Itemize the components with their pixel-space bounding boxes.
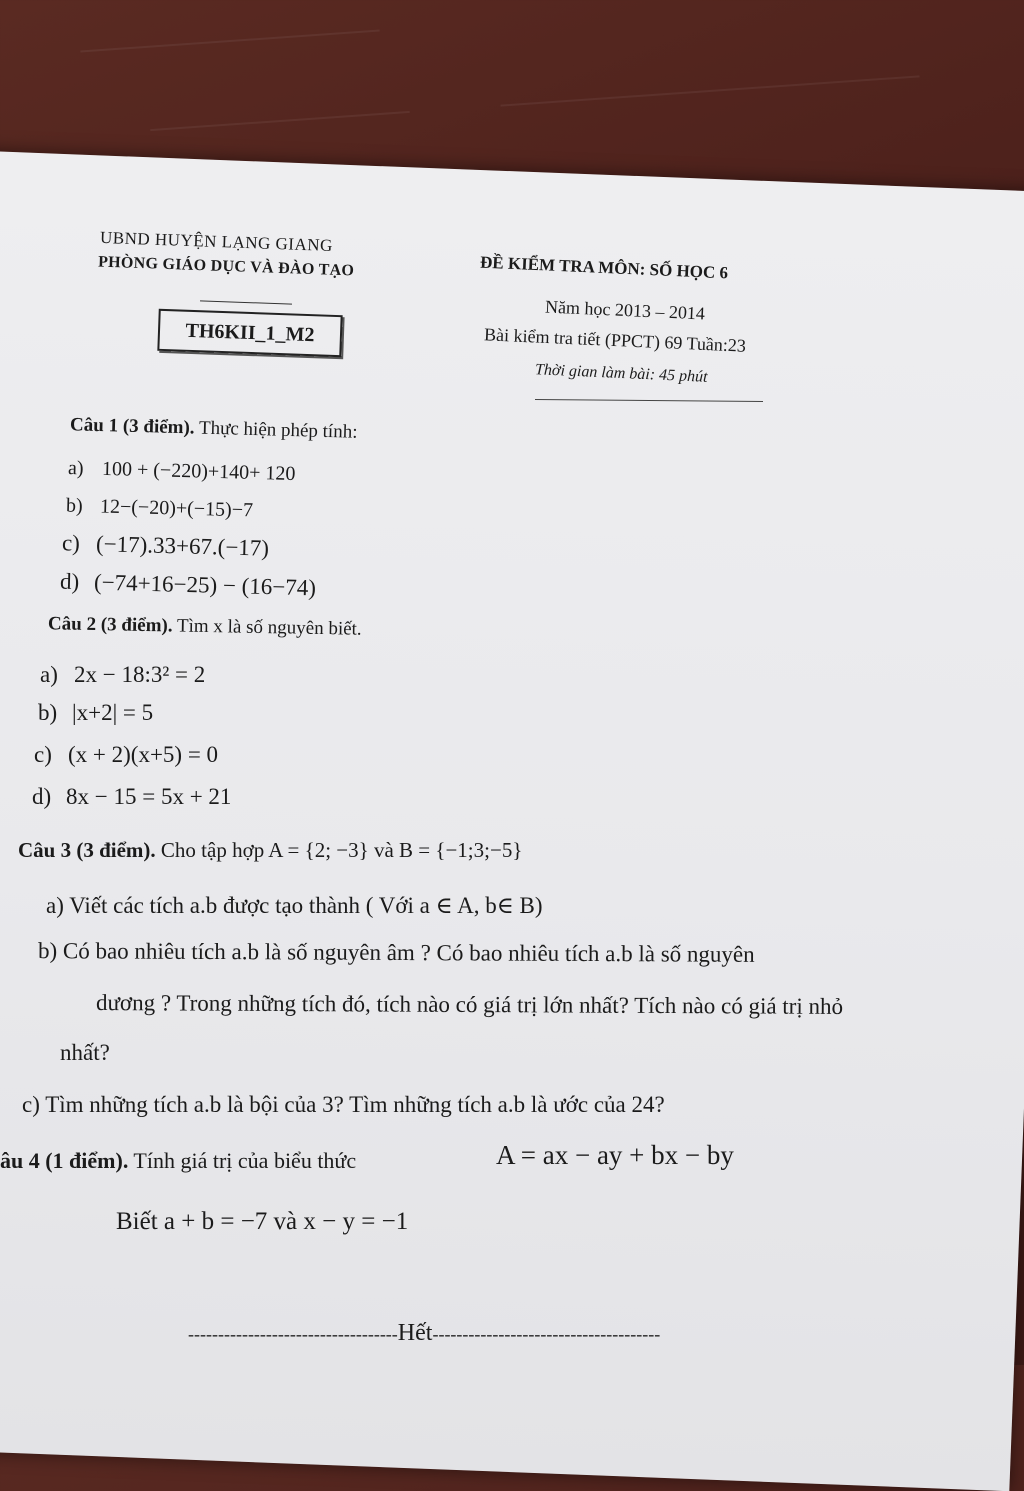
- question-2-heading: [48, 613, 362, 640]
- q3-part-a: a) Viết các tích a.b được tạo thành ( Với a ∈ A, b∈ B): [46, 893, 543, 918]
- q1-item-b: b) 12−(−20)+(−15)−7: [65, 494, 254, 522]
- question-4-given: Biết a + b = −7 và x − y = −1: [116, 1208, 409, 1235]
- school-year: Năm học 2013 – 2014: [544, 296, 706, 324]
- question-2-title: Câu 2 (3 điểm).: [47, 613, 173, 637]
- q3-part-c: c) Tìm những tích a.b là bội của 3? Tìm những tích a.b là ước của 24?: [22, 1092, 665, 1117]
- q2-item-b: b) |x+2| = 5: [38, 700, 154, 725]
- question-4-heading: [0, 1148, 356, 1174]
- exam-title: ĐỀ KIỂM TRA MÔN: SỐ HỌC 6: [479, 252, 729, 283]
- header-department: PHÒNG GIÁO DỤC VÀ ĐÀO TẠO: [97, 253, 355, 280]
- question-2-prompt: Tìm x là số nguyên biết.: [172, 615, 362, 640]
- question-1-heading: [70, 414, 358, 444]
- test-info: Bài kiểm tra tiết (PPCT) 69 Tuần:23: [483, 324, 747, 356]
- question-3-title: Câu 3 (3 điểm).: [18, 838, 156, 862]
- end-label: Hết: [397, 1320, 433, 1346]
- q1-item-d: d) (−74+16−25) − (16−74): [59, 568, 317, 601]
- question-3-heading: [18, 838, 522, 863]
- time-limit: Thời gian làm bài: 45 phút: [534, 361, 708, 386]
- q2-item-d: d) 8x − 15 = 5x + 21: [32, 784, 232, 809]
- question-4-expression: A = ax − ay + bx − by: [496, 1140, 734, 1170]
- time-underline: [535, 399, 763, 402]
- question-1-title: Câu 1 (3 điểm).: [69, 414, 195, 439]
- question-3-prompt: Cho tập hợp A = {2; −3} và B = {−1;3;−5}: [155, 838, 523, 862]
- q2-item-a: a) 2x − 18:3² = 2: [40, 662, 206, 687]
- header-divider: [200, 300, 292, 304]
- question-4-prompt: Tính giá trị của biểu thức: [128, 1148, 357, 1173]
- q1-item-a: a) 100 + (−220)+140+ 120: [67, 457, 296, 485]
- q3-part-b-line2: dương ? Trong những tích đó, tích nào có giá trị lớn nhất? Tích nào có giá trị nhỏ: [95, 990, 844, 1019]
- q1-item-c: c) (−17).33+67.(−17): [61, 530, 270, 561]
- question-1-prompt: Thực hiện phép tính:: [194, 417, 358, 443]
- footer-end-marker: -----------------------------------Hết--------------------------------------: [188, 1320, 661, 1346]
- q3-part-b-line1: b) Có bao nhiêu tích a.b là số nguyên âm ? Có bao nhiêu tích a.b là số nguyên: [37, 938, 755, 967]
- q3-part-b-line3: nhất?: [60, 1040, 110, 1065]
- q2-item-c: c) (x + 2)(x+5) = 0: [34, 742, 219, 767]
- exam-code-box: TH6KII_1_M2: [157, 309, 342, 357]
- question-4-title: âu 4 (1 điểm).: [0, 1148, 129, 1173]
- header-district: UBND HUYỆN LẠNG GIANG: [99, 227, 334, 256]
